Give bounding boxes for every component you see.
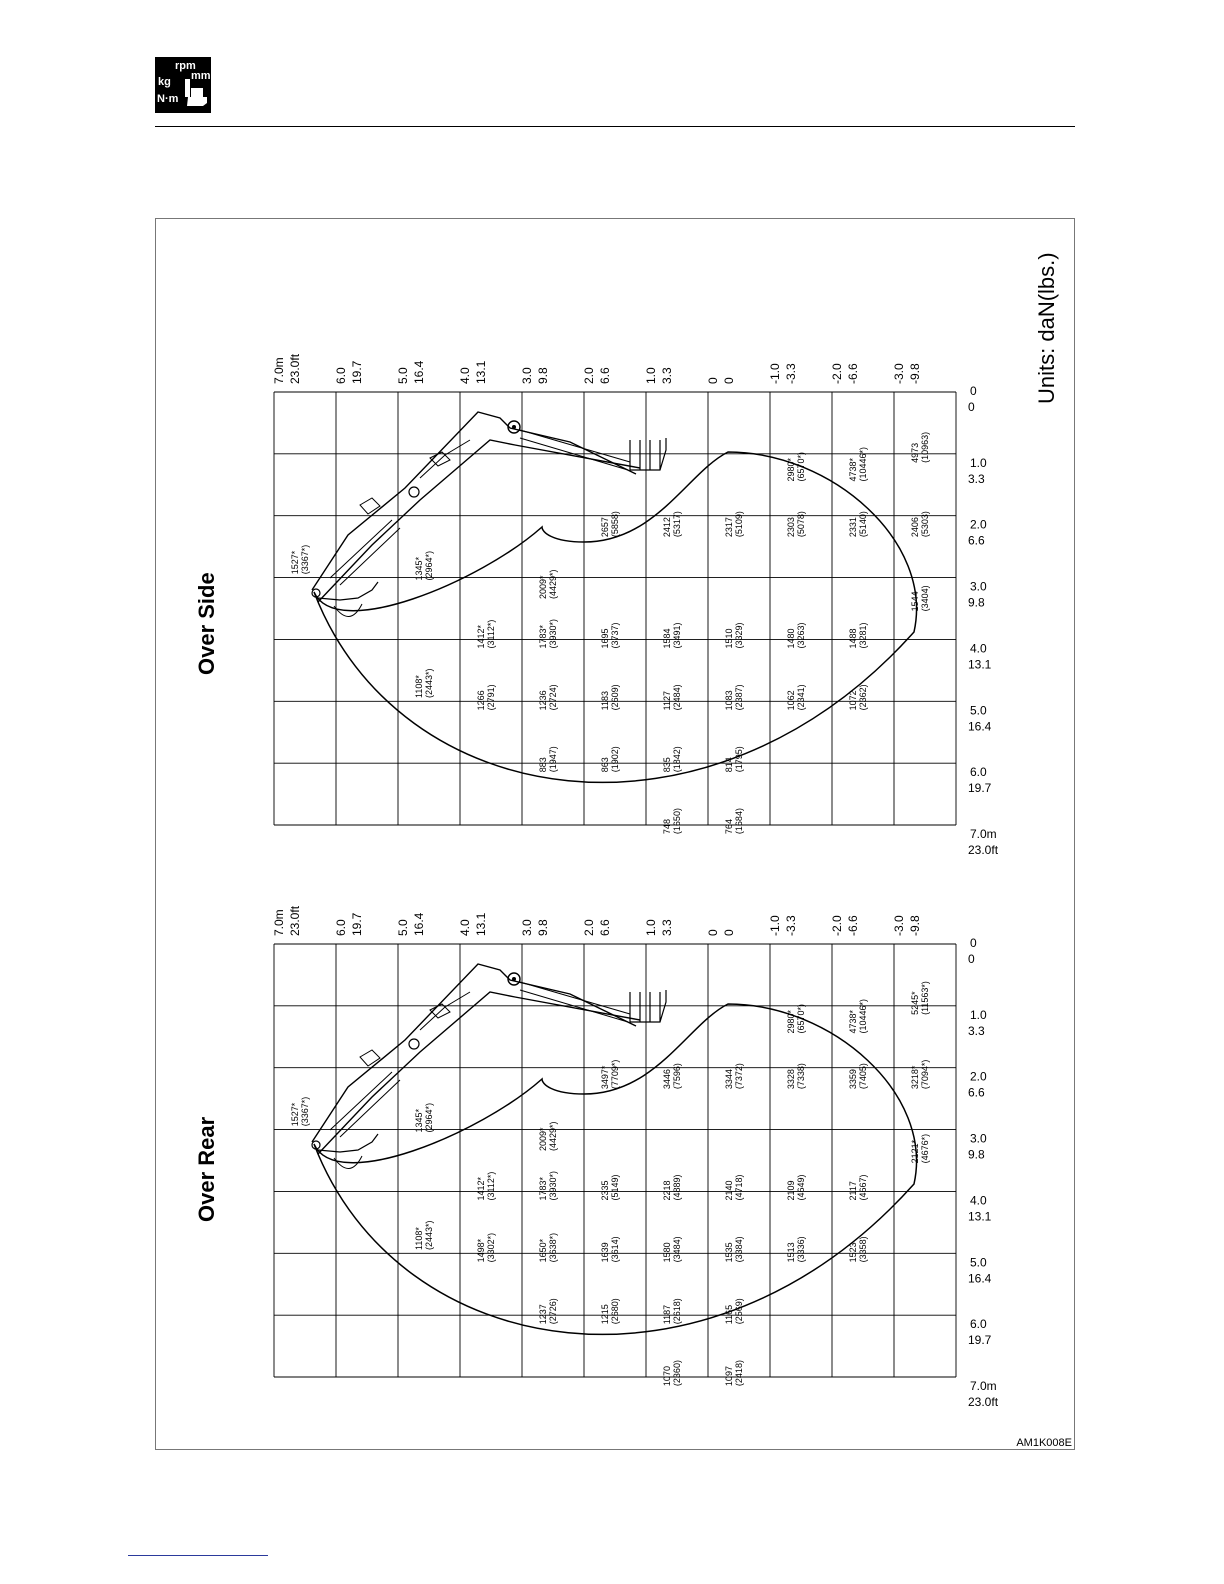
height-label: 6.0 [334,919,348,936]
radius-label: 7.0m [970,1379,997,1393]
load-value: 4738* [848,457,858,482]
radius-label: 9.8 [968,1147,985,1162]
load-value: 3446 [662,1069,672,1090]
load-value: 1523 [848,1242,858,1263]
load-value: 863 [600,757,610,773]
load-value: 3497* [600,1065,610,1090]
load-value-lbs: (2443*) [424,1220,434,1250]
load-value-lbs: (2360) [672,1360,682,1387]
height-label: 0 [722,377,736,384]
load-value: 1535 [724,1242,734,1263]
load-value-lbs: (7709*) [610,1059,620,1090]
radius-label: 19.7 [968,1333,992,1348]
height-label: 16.4 [412,360,426,384]
load-value: 2335 [600,1180,610,1201]
height-label: 9.8 [536,919,550,936]
load-chart-over-side [194,353,999,857]
load-value: 2218 [662,1180,672,1201]
load-value: 1083 [724,690,734,711]
load-value-lbs: (3329) [734,622,744,649]
load-value: 1584 [662,628,672,649]
load-value-lbs: (1947) [548,746,558,773]
load-value: 2657 [600,517,610,538]
units-label: Units: daN(lbs.) [1034,252,1059,404]
load-value-lbs: (5078) [796,511,806,538]
height-label: -1.0 [768,915,782,936]
height-label: 3.0 [520,919,534,936]
height-label: 7.0m [272,909,286,936]
load-value-lbs: (7596) [672,1063,682,1090]
load-value: 883 [538,757,548,773]
radius-label: 9.8 [968,595,985,610]
load-value-lbs: (2387) [734,684,744,711]
load-value-lbs: (11563*) [920,981,930,1015]
height-label: 1.0 [644,919,658,936]
load-value-lbs: (4429*) [548,1121,558,1152]
working-range-curve [314,452,917,782]
load-value: 1412* [476,1176,486,1201]
radius-label: 23.0ft [968,843,999,857]
height-label: -3.0 [892,363,906,384]
load-value: 1108* [414,675,424,698]
load-value-lbs: (10963) [920,431,930,463]
load-value-lbs: (4649) [796,1174,806,1201]
load-value-lbs: (2618) [672,1298,682,1325]
radius-label: 13.1 [968,1209,992,1224]
load-value-lbs: (3281) [858,622,868,649]
load-value: 4973 [910,442,920,463]
radius-label: 6.0 [970,1317,987,1332]
radius-label: 23.0ft [968,1395,999,1409]
height-label: 4.0 [458,367,472,384]
radius-label: 2.0 [970,1069,987,1084]
load-value-lbs: (2609) [610,684,620,711]
radius-label: 16.4 [968,1271,992,1286]
load-value-lbs: (5303) [920,511,930,538]
radius-label: 1.0 [970,1007,987,1022]
height-label: 5.0 [396,367,410,384]
load-value-lbs: (2569) [734,1298,744,1325]
load-value: 1510 [724,628,734,649]
load-value: 1639 [600,1242,610,1263]
load-value: 5245* [910,991,920,1015]
load-value-lbs: (4429*) [548,569,558,600]
load-value-lbs: (5140) [858,511,868,538]
height-label: 3.3 [660,367,674,384]
load-chart-over-rear [194,905,999,1409]
height-label: 4.0 [458,919,472,936]
load-value: 1488 [848,628,858,649]
height-label: 3.3 [660,919,674,936]
radius-label: 0 [968,952,975,966]
load-value: 2406 [910,517,920,538]
load-value: 2412 [662,517,672,538]
load-value-lbs: (1902) [610,746,620,773]
load-value: 4738* [848,1009,858,1034]
load-value: 1544 [910,591,920,612]
height-label: 6.6 [598,367,612,384]
height-label: -3.3 [784,915,798,936]
radius-label: 6.6 [968,533,985,548]
logo-text-rpm: rpm [175,60,196,72]
height-label: 16.4 [412,912,426,936]
load-value-lbs: (3614) [610,1236,620,1263]
radius-label: 7.0m [970,827,997,841]
load-value-lbs: (3302*) [486,1232,496,1263]
radius-label: 5.0 [970,703,987,718]
height-label: -6.6 [846,915,860,936]
load-value-lbs: (3491) [672,622,682,649]
height-label: 1.0 [644,367,658,384]
footer-rule [128,1555,268,1556]
radius-label: 0 [970,936,977,950]
load-value: 3328 [786,1069,796,1090]
radius-label: 16.4 [968,719,992,734]
height-label: 2.0 [582,367,596,384]
radius-label: 4.0 [970,641,987,656]
load-value: 764 [724,819,734,835]
load-value-lbs: (3367*) [300,544,310,575]
height-label: 7.0m [272,357,286,384]
load-value-lbs: (5109) [734,511,744,538]
height-label: -9.8 [908,915,922,936]
load-value: 1650* [538,1238,548,1263]
load-value: 2140 [724,1180,734,1201]
load-value: 1527* [290,1102,300,1127]
load-value: 748 [662,819,672,835]
load-value-lbs: (3930*) [548,1170,558,1201]
load-value: 1127 [662,690,672,711]
load-value-lbs: (6570*) [796,451,806,482]
load-value-lbs: (2418) [734,1360,744,1387]
load-value: 1783* [538,624,548,649]
load-value: 2009* [538,1127,548,1152]
load-value: 1183 [600,690,610,711]
load-value-lbs: (6570*) [796,1003,806,1034]
logo-text-kg: kg [158,76,171,88]
load-value: 1527* [290,550,300,575]
logo-text-nm: N·m [157,93,179,105]
load-value-lbs: (4718) [734,1174,744,1201]
load-value: 1097 [724,1366,734,1387]
load-value-lbs: (4889) [672,1174,682,1201]
load-value-lbs: (7338) [796,1063,806,1090]
load-value: 1412* [476,624,486,649]
load-value-lbs: (2964*) [424,1102,434,1133]
height-label: 0 [706,929,720,936]
load-value-lbs: (3384) [734,1236,744,1263]
radius-label: 19.7 [968,781,992,796]
radius-label: 1.0 [970,455,987,470]
load-value-lbs: (10446*) [858,998,868,1034]
load-value-lbs: (7094*) [920,1059,930,1090]
load-value-lbs: (1684) [734,808,744,835]
load-value-lbs: (2680) [610,1298,620,1325]
radius-label: 3.3 [968,471,985,486]
height-label: -3.3 [784,363,798,384]
radius-label: 3.0 [970,1131,987,1146]
load-value-lbs: (3112*) [486,1171,496,1201]
height-label: -9.8 [908,363,922,384]
working-range-curve [314,1004,917,1334]
height-label: 9.8 [536,367,550,384]
load-value-lbs: (3404) [920,585,930,612]
load-value: 1236 [538,690,548,711]
load-value: 1237 [538,1304,548,1325]
radius-label: 0 [970,384,977,398]
height-label: 13.1 [474,912,488,936]
radius-label: 5.0 [970,1255,987,1270]
load-value-lbs: (2964*) [424,550,434,581]
radius-label: 6.0 [970,765,987,780]
radius-label: 0 [968,400,975,414]
load-value-lbs: (7372) [734,1063,744,1090]
load-value: 2980* [786,1009,796,1034]
load-value-lbs: (2724) [548,684,558,711]
load-value-lbs: (3930*) [548,618,558,649]
load-value: 1215 [600,1304,610,1325]
load-value-lbs: (3367*) [300,1096,310,1127]
load-value-lbs: (1795) [734,746,744,773]
load-value-lbs: (1842) [672,746,682,773]
radius-label: 3.3 [968,1023,985,1038]
load-value: 1783* [538,1176,548,1201]
load-value: 2980* [786,457,796,482]
load-value: 835 [662,757,672,773]
height-label: 23.0ft [288,353,302,384]
load-value: 1072 [848,690,858,711]
height-label: 2.0 [582,919,596,936]
load-value: 2317 [724,517,734,538]
height-label: 0 [722,929,736,936]
load-value-lbs: (1650) [672,808,682,835]
load-value-lbs: (3112*) [486,619,496,649]
height-label: -2.0 [830,363,844,384]
load-value: 1108* [414,1227,424,1250]
load-value-lbs: (2362) [858,684,868,711]
load-value-lbs: (2726) [548,1298,558,1325]
chart-title: Over Rear [194,1116,219,1222]
height-label: -6.6 [846,363,860,384]
load-value-lbs: (5149) [610,1174,620,1201]
height-label: 13.1 [474,360,488,384]
load-value: 1695 [600,628,610,649]
load-value-lbs: (3358) [858,1236,868,1263]
height-label: 3.0 [520,367,534,384]
radius-label: 13.1 [968,657,992,672]
load-value-lbs: (3484) [672,1236,682,1263]
radius-label: 3.0 [970,579,987,594]
logo-text-mm: mm [191,70,211,82]
load-value: 2117 [848,1181,858,1201]
load-value: 3344 [724,1069,734,1090]
load-value: 814 [724,757,734,773]
load-value-lbs: (3737) [610,622,620,649]
height-label: 19.7 [350,912,364,936]
height-label: 6.6 [598,919,612,936]
load-value-lbs: (2341) [796,684,806,711]
load-value: 1513 [786,1242,796,1263]
load-value: 2009* [538,575,548,600]
load-value: 2121* [910,1139,920,1164]
load-value-lbs: (3638*) [548,1232,558,1263]
load-value-lbs: (3263) [796,622,806,649]
load-value: 1062 [786,690,796,711]
height-label: 19.7 [350,360,364,384]
load-value: 1480 [786,628,796,649]
load-value-lbs: (5317) [672,511,682,538]
height-label: 0 [706,377,720,384]
load-value: 1266 [476,690,486,711]
height-label: -3.0 [892,915,906,936]
load-value: 1345* [414,556,424,581]
load-value: 2109 [786,1180,796,1201]
load-value: 2331 [848,517,858,538]
load-value: 1580 [662,1242,672,1263]
chart-title: Over Side [194,572,219,675]
load-value-lbs: (10446*) [858,446,868,482]
load-value-lbs: (2443*) [424,668,434,698]
load-value-lbs: (3336) [796,1236,806,1263]
figure-code: AM1K008E [1016,1437,1072,1449]
load-value-lbs: (4667) [858,1174,868,1201]
load-value: 2303 [786,517,796,538]
load-value-lbs: (4676*) [920,1133,930,1164]
radius-label: 4.0 [970,1193,987,1208]
height-label: 6.0 [334,367,348,384]
height-label: 23.0ft [288,905,302,936]
load-value: 1345* [414,1108,424,1133]
load-value-lbs: (2791) [486,684,496,711]
load-value-lbs: (7405) [858,1063,868,1090]
load-value: 1070 [662,1366,672,1387]
height-label: -2.0 [830,915,844,936]
load-value-lbs: (5858) [610,511,620,538]
radius-label: 6.6 [968,1085,985,1100]
radius-label: 2.0 [970,517,987,532]
height-label: -1.0 [768,363,782,384]
height-label: 5.0 [396,919,410,936]
load-value: 3359 [848,1069,858,1090]
load-value: 1187 [662,1304,672,1325]
load-value: 1165 [724,1304,734,1325]
load-value: 1498* [476,1238,486,1263]
load-value-lbs: (2484) [672,684,682,711]
load-value: 3218* [910,1065,920,1090]
